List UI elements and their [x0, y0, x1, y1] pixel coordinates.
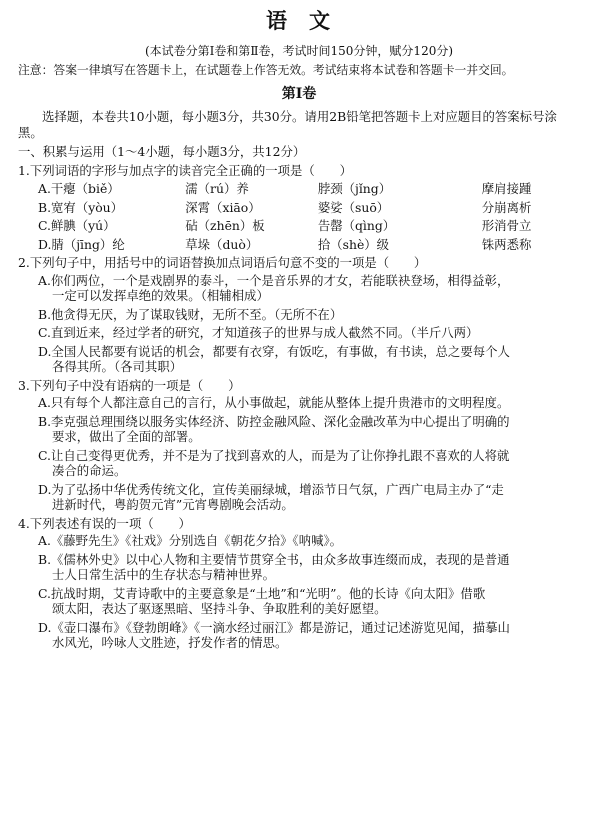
- question-stem: 1.下列词语的字形与加点字的读音完全正确的一项是（ ）: [18, 162, 352, 178]
- option-text-cont: 一定可以发挥卓绝的效果。（相辅相成）: [52, 288, 269, 304]
- option-d: [38, 482, 580, 513]
- option-cell: 草垛（duò）: [185, 236, 259, 252]
- option-d: [38, 620, 580, 651]
- option-b: [38, 552, 580, 583]
- option-text: A.只有每个人都注意自己的言行，从小事做起，就能从整体上提升贵港市的文明程度。: [38, 395, 510, 411]
- option-text: D.《壶口瀑布》《登勃朗峰》《一滴水经过丽江》都是游记，通过记述游览见闻，描摹山: [38, 619, 510, 635]
- option-cell: D.腈（jīng）纶: [38, 236, 125, 252]
- option-cell: 脖颈（jǐng）: [317, 181, 392, 197]
- option-cell: 濡（rú）养: [185, 181, 249, 197]
- option-text: B.他贪得无厌，为了谋取钱财，无所不至。（无所不在）: [38, 306, 343, 322]
- option-cell: 砧（zhēn）板: [185, 218, 265, 234]
- option-text: B.李克强总理围绕以服务实体经济、防控金融风险、深化金融改革为中心提出了明确的: [38, 413, 510, 429]
- volume-instruction: 选择题，本卷共10小题，每小题3分，共30分。请用2B铅笔把答题卡上对应题目的答案标号涂黑。: [18, 109, 557, 140]
- option-text-cont: 颂太阳，表达了驱逐黑暗、坚持斗争、争取胜利的美好愿望。: [52, 601, 387, 617]
- option-c: [38, 448, 580, 479]
- question-1: [18, 163, 580, 253]
- option-text-cont: 进新时代，粤韵贺元宵”元宵粤剧晚会活动。: [52, 497, 294, 513]
- option-d: [38, 344, 580, 375]
- option-text: C.让自己变得更优秀，并不是为了找到喜欢的人，而是为了让你挣扎跟不喜欢的人将就: [38, 447, 510, 463]
- option-row-b: [38, 200, 580, 216]
- option-c: [38, 586, 580, 617]
- option-cell: A.干瘪（biě）: [38, 181, 120, 197]
- option-cell: B.宽宥（yòu）: [38, 199, 124, 215]
- option-text: C.抗战时期，艾青诗歌中的主要意象是“土地”和“光明”。他的长诗《向太阳》借歌: [38, 585, 486, 601]
- exam-notice: 注意：答案一律填写在答题卡上，在试题卷上作答无效。考试结束将本试卷和答题卡一并交回。: [18, 63, 514, 78]
- option-b: [38, 307, 580, 323]
- option-b: [38, 414, 580, 445]
- option-text-cont: 士人日常生活中的生存状态与精神世界。: [52, 567, 276, 583]
- option-text-cont: 各得其所。（各司其职）: [52, 359, 183, 375]
- option-a: [38, 395, 580, 411]
- option-cell: 婆娑（suō）: [317, 199, 390, 215]
- option-row-c: [38, 218, 580, 234]
- option-cell: 深霄（xiāo）: [185, 199, 261, 215]
- option-text-cont: 水风光，吟咏人文胜迹，抒发作者的情思。: [52, 635, 288, 651]
- page-title: 语文: [266, 8, 352, 33]
- question-stem: 4.下列表述有误的一项（ ）: [18, 515, 191, 531]
- option-cell: 分崩离析: [481, 199, 532, 215]
- question-stem: 2.下列句子中，用括号中的词语替换加点词语后句意不变的一项是（ ）: [18, 255, 427, 271]
- question-stem: 3.下列句子中没有语病的一项是（ ）: [18, 377, 241, 393]
- option-text-cont: 凑合的命运。: [52, 463, 127, 479]
- volume-title: 第Ⅰ卷: [281, 85, 317, 102]
- question-3: [18, 378, 580, 513]
- question-4: [18, 516, 580, 651]
- option-cell: 摩肩接踵: [481, 181, 532, 197]
- option-cell: 拾（shè）级: [317, 236, 390, 252]
- option-text: A.你们两位，一个是戏剧界的泰斗，一个是音乐界的才女，若能联袂登场，相得益彰，: [38, 272, 510, 288]
- option-a: [38, 533, 580, 549]
- exam-info: (本试卷分第Ⅰ卷和第Ⅱ卷，考试时间150分钟，赋分120分): [144, 44, 454, 59]
- option-cell: 形消骨立: [481, 218, 532, 234]
- question-2: [18, 255, 580, 375]
- option-cell: 告罄（qìng）: [317, 218, 396, 234]
- option-row-a: [38, 181, 580, 197]
- option-text: A.《藤野先生》《社戏》分别选自《朝花夕拾》《呐喊》。: [38, 533, 343, 549]
- option-text: C.直到近来，经过学者的研究，才知道孩子的世界与成人截然不同。（半斤八两）: [38, 325, 479, 341]
- option-cell: 铢两悉称: [481, 236, 532, 252]
- option-cell: C.鲜腆（yú）: [38, 218, 116, 234]
- option-a: [38, 273, 580, 304]
- option-row-d: [38, 237, 580, 253]
- option-text-cont: 要求，做出了全面的部署。: [52, 429, 201, 445]
- option-text: D.全国人民都要有说话的机会，都要有衣穿，有饭吃，有事做，有书读，总之要每个人: [38, 343, 510, 359]
- section-heading: 一、积累与运用（1～4小题，每小题3分，共12分）: [18, 144, 306, 160]
- option-text: B.《儒林外史》以中心人物和主要情节贯穿全书，由众多故事连缀而成，表现的是普通: [38, 551, 510, 567]
- option-c: [38, 325, 580, 341]
- option-text: D.为了弘扬中华优秀传统文化，宣传美丽绿城，增添节日气氛，广西广电局主办了“走: [38, 481, 504, 497]
